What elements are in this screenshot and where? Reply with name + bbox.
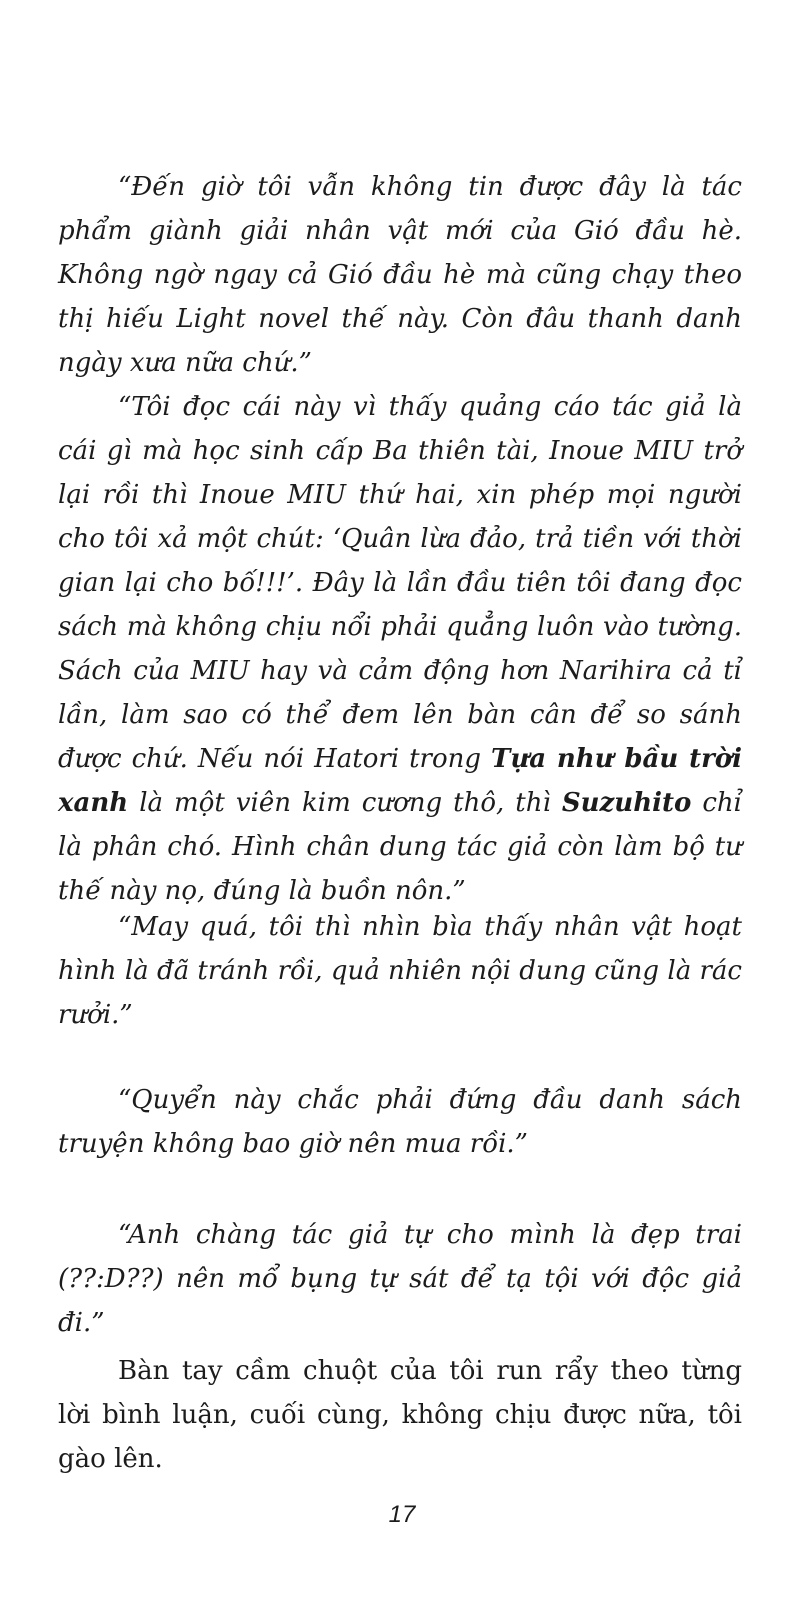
- review-comment-3: “May quá, tôi thì nhìn bìa thấy nhân vật hoạt hình là đã tránh rồi, quả nhiên nội dung cũng là rác rưởi.”: [58, 912, 742, 1030]
- review-comment-4: “Quyển này chắc phải đứng đầu danh sách truyện không bao giờ nên mua rồi.”: [58, 1085, 742, 1159]
- review-comment-2-part-3: chỉ là phân chó. Hình chân dung tác giả còn làm bộ tư thế này nọ, đúng là buồn nôn.”: [58, 788, 742, 906]
- review-comment-2: [58, 385, 742, 913]
- book-title-bold: Tựa như bầu trời xanh: [58, 744, 742, 818]
- page-number: 17: [388, 1501, 416, 1528]
- narration-paragraph: Bàn tay cầm chuột của tôi run rẩy theo từng lời bình luận, cuối cùng, không chịu được nữa, tôi gào lên.: [58, 1356, 742, 1474]
- review-comment-5: “Anh chàng tác giả tự cho mình là đẹp trai (??:D??) nên mổ bụng tự sát để tạ tội với độc giả đi.”: [58, 1220, 742, 1338]
- author-name-bold: Suzuhito: [561, 788, 692, 818]
- review-comment-1: “Đến giờ tôi vẫn không tin được đây là tác phẩm giành giải nhân vật mới của Gió đầu hè. Không ngờ ngay cả Gió đầu hè mà cũng chạy theo thị hiếu Light novel thế này. Còn đâu thanh danh ngày xưa nữa chứ.”: [58, 172, 742, 378]
- review-comment-2-part-2: là một viên kim cương thô, thì: [128, 788, 562, 818]
- review-comment-2-part-1: “Tôi đọc cái này vì thấy quảng cáo tác giả là cái gì mà học sinh cấp Ba thiên tài, Inoue MIU trở lại rồi thì Inoue MIU thứ hai, xin phép mọi người cho tôi xả một chút: ‘Quân lừa đảo, trả tiền với thời gian lại cho bố!!!’. Đây là lần đầu tiên tôi đang đọc sách mà không chịu nổi phải quẳng luôn vào tường. Sách của MIU hay và cảm động hơn Narihira cả tỉ lần, làm sao có thể đem lên bàn cân để so sánh được chứ. Nếu nói Hatori trong: [58, 392, 742, 774]
